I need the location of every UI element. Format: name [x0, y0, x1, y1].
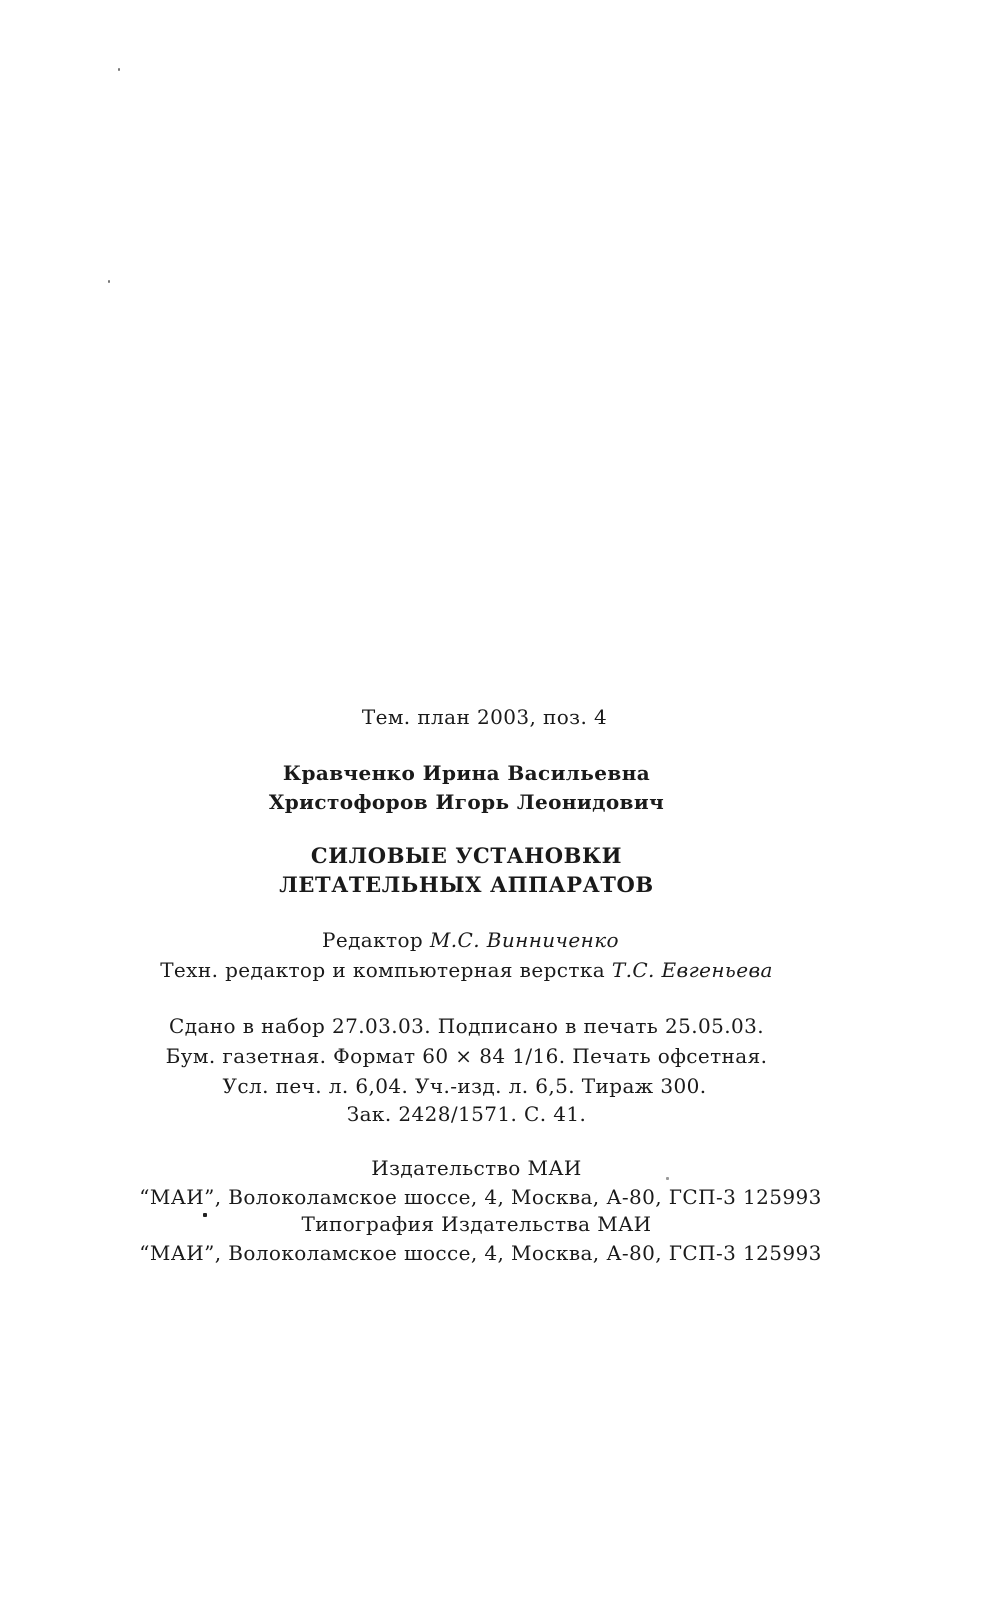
- print-info-line-4: Зак. 2428/1571. С. 41.: [346, 1102, 587, 1126]
- editor-name: М.С. Винниченко: [429, 928, 619, 952]
- book-title-line-1: СИЛОВЫЕ УСТАНОВКИ: [310, 843, 623, 868]
- print-info-line-3: Усл. печ. л. 6,04. Уч.-изд. л. 6,5. Тираж 300.: [222, 1074, 707, 1098]
- printer-name: Типография Издательства МАИ: [301, 1212, 652, 1236]
- author-2: Христофоров Игорь Леонидович: [268, 790, 665, 814]
- tech-editor-label: Техн. редактор и компьютерная верстка: [160, 958, 606, 982]
- tech-editor-name: Т.С. Евгеньева: [611, 958, 773, 982]
- publisher-name: Издательство МАИ: [371, 1156, 582, 1180]
- scan-speck: [203, 1213, 207, 1217]
- publisher-address: “МАИ”, Волоколамское шоссе, 4, Москва, А-80, ГСП-3 125993: [139, 1185, 822, 1209]
- printer-address: “МАИ”, Волоколамское шоссе, 4, Москва, А-80, ГСП-3 125993: [139, 1241, 822, 1265]
- scan-speck: [108, 280, 110, 283]
- print-info-line-1: Сдано в набор 27.03.03. Подписано в печать 25.05.03.: [169, 1014, 764, 1038]
- book-title-line-2: ЛЕТАТЕЛЬНЫХ АППАРАТОВ: [279, 872, 654, 897]
- tech-editor-line: [0, 957, 963, 983]
- editor-line: [0, 927, 967, 953]
- thematic-plan-line: Тем. план 2003, поз. 4: [361, 705, 608, 729]
- scan-speck: [666, 1177, 669, 1180]
- author-1: Кравченко Ирина Васильевна: [282, 761, 651, 785]
- editor-label: Редактор: [321, 928, 424, 952]
- print-info-line-2: Бум. газетная. Формат 60 × 84 1/16. Печать офсетная.: [165, 1044, 768, 1068]
- scan-speck: [118, 68, 120, 71]
